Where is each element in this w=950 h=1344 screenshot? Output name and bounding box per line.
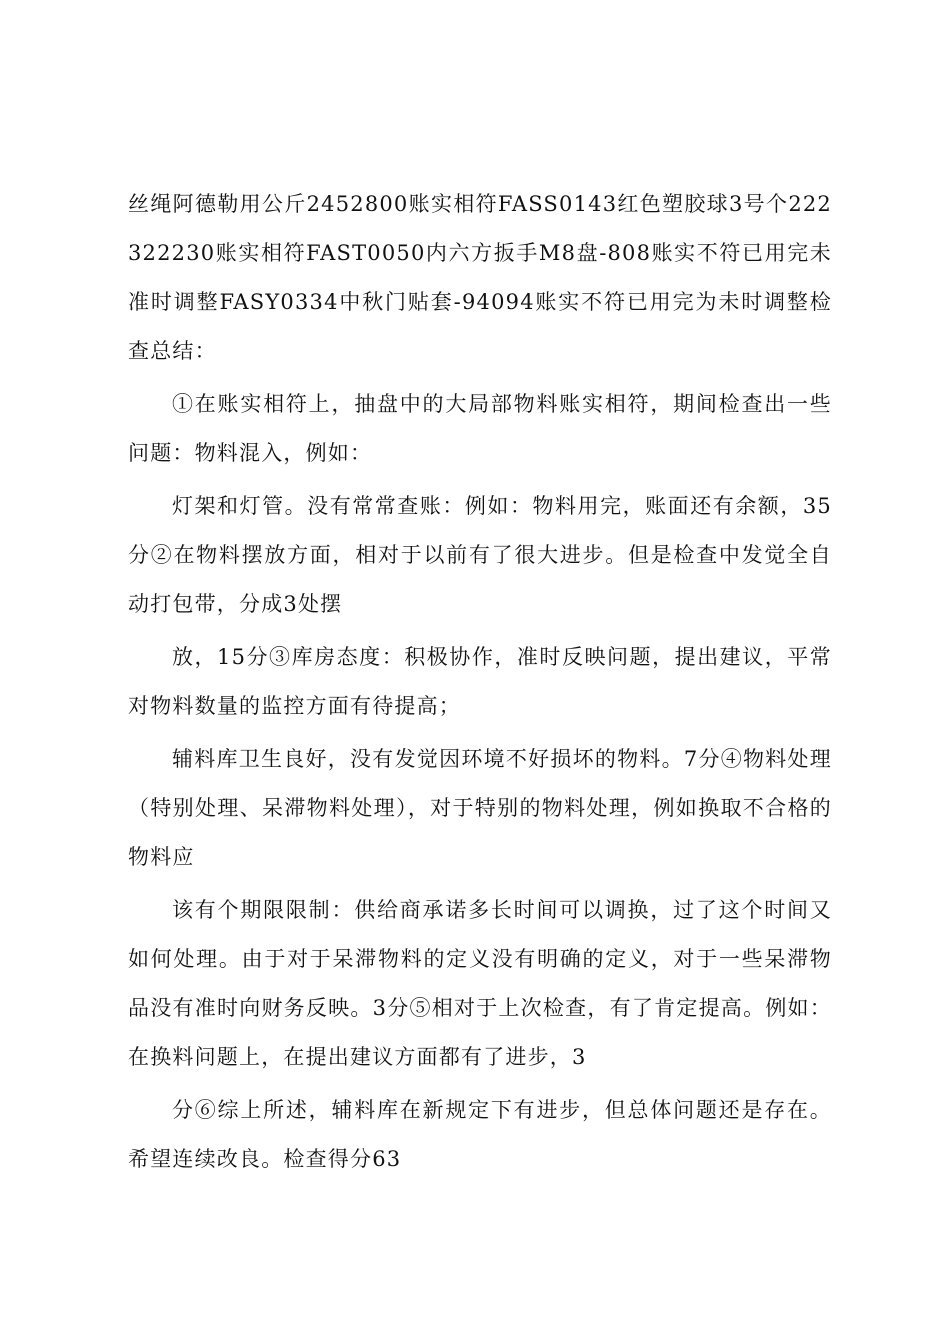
document-body [128,180,832,1184]
paragraph-item-4: 辅料库卫生良好，没有发觉因环境不好损坏的物料。7分④物料处理（特别处理、呆滞物料处理），对于特别的物料处理，例如换取不合格的物料应 [128,747,832,869]
paragraph-item-5: 该有个期限限制：供给商承诺多长时间可以调换，过了这个时间又如何处理。由于对于呆滞物料的定义没有明确的定义，对于一些呆滞物品没有准时向财务反映。3分⑤相对于上次检查，有了肯定提高。例如：在换料问题上，在提出建议方面都有了进步，3 [128,898,832,1069]
paragraph-item-6: 分⑥综上所述，辅料库在新规定下有进步，但总体问题还是存在。希望连续改良。检查得分63 [128,1098,832,1171]
paragraph-inventory-records: 丝绳阿德勒用公斤2452800账实相符FASS0143红色塑胶球3号个222322230账实相符FAST0050内六方扳手M8盘-808账实不符已用完未准时调整FASY0334中秋门贴套-94094账实不符已用完为未时调整检查总结： [128,192,832,363]
paragraph-item-2: 灯架和灯管。没有常常查账：例如：物料用完，账面还有余额，35分②在物料摆放方面，相对于以前有了很大进步。但是检查中发觉全自动打包带，分成3处摆 [128,494,832,616]
paragraph-item-1: ①在账实相符上，抽盘中的大局部物料账实相符，期间检查出一些问题：物料混入，例如： [128,392,832,465]
paragraph-item-3: 放，15分③库房态度：积极协作，准时反映问题，提出建议，平常对物料数量的监控方面有待提高； [128,645,832,718]
